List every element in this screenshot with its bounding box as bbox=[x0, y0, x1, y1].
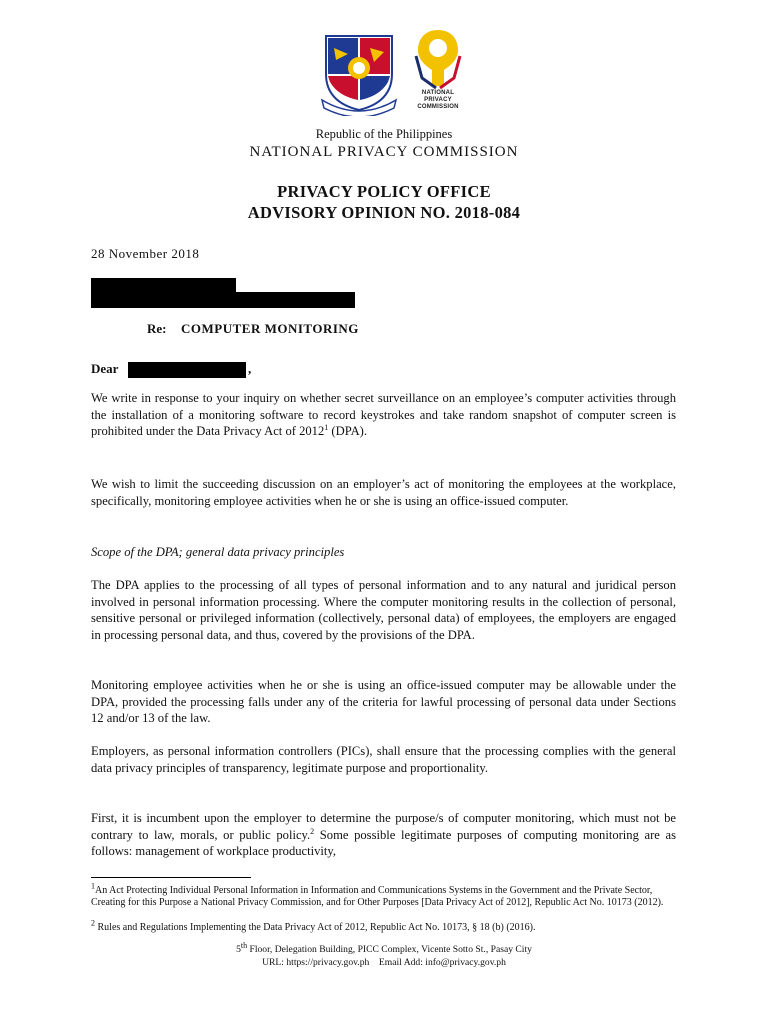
paragraph-3: The DPA applies to the processing of all types of personal information and to any natural and juridical person involved in personal information processing. Where the computer monitoring results in the collection of personal, sensitive personal or privileged information (collectively, personal data) of employees, the employers are engaged in processing personal data, and thus, covered by the provisions of the DPA. bbox=[91, 578, 676, 642]
footnote-1-mark: 1 bbox=[91, 881, 95, 891]
paragraph-1 bbox=[91, 390, 676, 440]
footer-floor: 5 bbox=[236, 944, 241, 955]
section-heading: Scope of the DPA; general data privacy principles bbox=[91, 545, 345, 559]
opinion-number: ADVISORY OPINION NO. 2018-084 bbox=[247, 203, 521, 222]
paragraph-2: We wish to limit the succeeding discussion on an employer’s act of monitoring the employees at the workplace, specifically, monitoring employee activities when he or she is using an office-issued computer. bbox=[91, 477, 676, 508]
paragraph-6-end: Some possible legitimate purposes of computing monitoring are as follows: management of workplace productivity, bbox=[91, 827, 676, 859]
paragraph-6 bbox=[91, 810, 676, 860]
commission-name: NATIONAL PRIVACY COMMISSION bbox=[249, 144, 519, 160]
footnote-2-mark: 2 bbox=[91, 918, 95, 928]
footnote-1-text: An Act Protecting Individual Personal Information in Information and Communications Systems in the Government and the Private Sector, Creating for this Purpose a National Privacy Commission, and for Other Purposes [Data Privacy Act of 2012], Republic Act No. 10173 (2012). bbox=[91, 885, 664, 908]
paragraph-1-end: (DPA). bbox=[328, 424, 368, 439]
paragraph-4: Monitoring employee activities when he or she is using an office-issued computer may be allowable under the DPA, provided the processing falls under any of the criteria for lawful processing of personal data under Sections 12 and/or 13 of the law. bbox=[91, 678, 676, 726]
npc-logo-text bbox=[412, 90, 464, 111]
redacted-recipient bbox=[128, 362, 246, 378]
re-label: Re: bbox=[147, 321, 167, 336]
footnote-1 bbox=[91, 881, 679, 909]
redacted-address-block bbox=[91, 292, 355, 308]
npc-logo-line: NATIONAL bbox=[421, 90, 455, 96]
footnote-ref-1: 1 bbox=[324, 423, 329, 432]
footnote-ref-2: 2 bbox=[310, 826, 315, 836]
footnote-2-text: Rules and Regulations Implementing the Data Privacy Act of 2012, Republic Act No. 10173, § 18 (b) (2016). bbox=[95, 922, 536, 933]
republic-line: Republic of the Philippines bbox=[315, 127, 453, 141]
paragraph-1-text: We write in response to your inquiry on whether secret surveillance on an employee’s computer activities through the installation of a monitoring software to record keystrokes and take random snapshot of computer screen is prohibited under the Data Privacy Act of 2012 bbox=[91, 391, 676, 439]
office-title: PRIVACY POLICY OFFICE bbox=[277, 182, 491, 201]
footnote-divider bbox=[91, 877, 251, 878]
npc-logo-line: PRIVACY bbox=[424, 97, 452, 103]
footer-contact: URL: https://privacy.gov.ph Email Add: info@privacy.gov.ph bbox=[262, 957, 506, 968]
salutation: Dear bbox=[91, 361, 119, 376]
footer-floor-suffix: th bbox=[240, 940, 248, 950]
footnote-2 bbox=[91, 918, 679, 934]
salutation-comma: , bbox=[248, 361, 252, 376]
header-logos bbox=[0, 24, 768, 124]
paragraph-6-text: First, it is incumbent upon the employer to determine the purpose/s of computer monitoring, which must not be contrary to law, morals, or public policy. bbox=[91, 811, 676, 842]
philippine-seal-icon bbox=[318, 30, 400, 116]
subject-text: COMPUTER MONITORING bbox=[181, 321, 359, 336]
paragraph-5: Employers, as personal information controllers (PICs), shall ensure that the processing complies with the general data privacy principles of transparency, legitimate purpose and proportionality. bbox=[91, 744, 676, 775]
subject-line bbox=[147, 321, 359, 337]
letter-date: 28 November 2018 bbox=[91, 246, 200, 261]
npc-logo-line: COMMISSION bbox=[417, 104, 459, 110]
footer-address-text: Floor, Delegation Building, PICC Complex, Vicente Sotto St., Pasay City bbox=[247, 944, 532, 955]
footer-address bbox=[0, 940, 768, 956]
